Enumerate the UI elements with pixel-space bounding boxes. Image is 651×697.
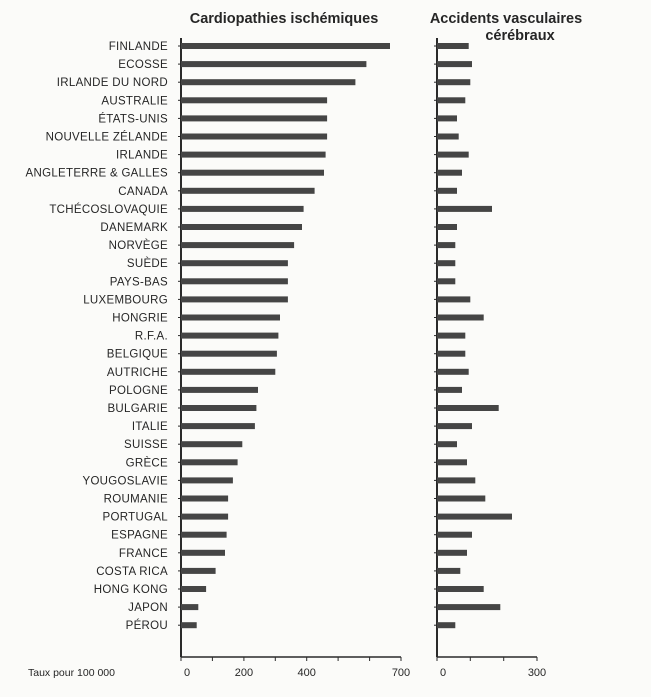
category-label: POLOGNE xyxy=(109,384,168,397)
bar xyxy=(181,278,288,284)
category-label: ITALIE xyxy=(131,421,168,434)
bar xyxy=(181,134,327,140)
category-label: LUXEMBOURG xyxy=(83,294,168,307)
bar xyxy=(437,387,462,393)
bar xyxy=(437,206,492,212)
bar xyxy=(437,514,512,520)
category-label: ROUMANIE xyxy=(103,493,168,506)
bar xyxy=(181,351,277,357)
bar xyxy=(181,315,280,321)
bar xyxy=(181,387,258,393)
bar xyxy=(181,622,197,628)
bar xyxy=(181,604,198,610)
bar xyxy=(437,423,472,429)
bar xyxy=(437,152,469,158)
bar xyxy=(181,586,206,592)
bar xyxy=(181,369,275,375)
bar xyxy=(437,97,465,103)
category-label: NORVÈGE xyxy=(108,240,168,253)
bar xyxy=(437,604,500,610)
bar xyxy=(181,568,216,574)
bar xyxy=(181,441,242,447)
bar xyxy=(437,134,459,140)
bar xyxy=(181,532,227,538)
bar xyxy=(181,477,233,483)
bar xyxy=(181,188,315,194)
bar xyxy=(181,115,327,121)
x-tick-label: 300 xyxy=(527,667,547,679)
category-label: CANADA xyxy=(118,185,168,198)
bar xyxy=(181,496,228,502)
chart-title-left: Cardiopathies ischémiques xyxy=(189,11,379,27)
category-labels xyxy=(26,41,169,632)
bar xyxy=(437,405,499,411)
bar xyxy=(437,496,485,502)
category-label: NOUVELLE ZÉLANDE xyxy=(45,131,168,144)
bar xyxy=(437,260,455,266)
category-label: ANGLETERRE & GALLES xyxy=(25,167,168,180)
category-label: BULGARIE xyxy=(107,403,168,415)
bar xyxy=(181,514,228,520)
chart-title-right-line1: Accidents vasculaires xyxy=(429,11,583,27)
chart-title-right-line2: cérébraux xyxy=(485,28,555,44)
bar xyxy=(437,568,460,574)
bar xyxy=(437,61,472,67)
category-label: FRANCE xyxy=(118,547,168,560)
bar xyxy=(181,550,225,556)
x-tick-label: 200 xyxy=(234,667,254,679)
category-label: ESPAGNE xyxy=(111,529,168,542)
bar xyxy=(437,79,470,85)
x-axis-label: Taux pour 100 000 xyxy=(28,667,115,679)
category-label: FINLANDE xyxy=(108,41,168,53)
bar xyxy=(181,43,390,49)
category-label: SUÈDE xyxy=(126,258,168,271)
panel-avc xyxy=(434,38,546,679)
x-tick-label: 700 xyxy=(391,667,411,679)
bar xyxy=(181,459,238,465)
category-label: ECOSSE xyxy=(118,59,168,72)
bar xyxy=(437,296,470,302)
category-label: TCHÉCOSLOVAQUIE xyxy=(49,203,168,216)
bar xyxy=(181,224,302,230)
bar xyxy=(437,188,457,194)
bar xyxy=(437,586,484,592)
bar xyxy=(437,477,475,483)
bar xyxy=(181,97,327,103)
category-label: PAYS-BAS xyxy=(109,276,168,289)
bar xyxy=(181,206,304,212)
category-label: YOUGOSLAVIE xyxy=(82,475,168,488)
bar xyxy=(181,152,326,158)
category-label: BELGIQUE xyxy=(106,348,168,361)
category-label: GRÈCE xyxy=(125,457,168,470)
bar xyxy=(437,622,455,628)
category-label: IRLANDE DU NORD xyxy=(56,77,168,90)
category-label: AUTRICHE xyxy=(106,366,168,379)
bar xyxy=(437,224,457,230)
bar xyxy=(437,278,455,284)
category-label: DANEMARK xyxy=(100,222,168,234)
bar xyxy=(437,170,462,176)
panel-cardiopathies xyxy=(178,38,410,679)
bar xyxy=(181,242,294,248)
category-label: PÉROU xyxy=(125,620,168,633)
category-label: R.F.A. xyxy=(134,330,168,343)
bar xyxy=(437,315,484,321)
x-tick-label: 400 xyxy=(297,667,316,679)
bar xyxy=(437,43,469,49)
category-label: IRLANDE xyxy=(116,149,168,162)
bar xyxy=(181,79,355,85)
category-label: ÉTATS-UNIS xyxy=(98,113,168,126)
bar xyxy=(437,351,465,357)
bar xyxy=(437,369,469,375)
category-label: COSTA RICA xyxy=(96,565,168,578)
bar xyxy=(437,532,472,538)
category-label: JAPON xyxy=(128,602,168,615)
category-label: SUISSE xyxy=(124,439,168,452)
bar xyxy=(181,296,288,302)
bar xyxy=(181,423,255,429)
bar xyxy=(181,170,324,176)
category-label: HONGRIE xyxy=(112,312,168,325)
category-label: HONG KONG xyxy=(93,584,168,596)
bar xyxy=(437,115,457,121)
bar xyxy=(181,260,288,266)
x-tick-label: 0 xyxy=(439,667,447,679)
bar xyxy=(181,405,256,411)
x-tick-label: 0 xyxy=(183,667,191,679)
bar xyxy=(437,333,465,339)
category-label: PORTUGAL xyxy=(102,511,168,524)
bar xyxy=(437,441,457,447)
bar xyxy=(181,61,366,67)
bar xyxy=(437,242,455,248)
category-label: AUSTRALIE xyxy=(101,95,168,108)
bar xyxy=(181,333,278,339)
bar xyxy=(437,550,467,556)
bar xyxy=(437,459,467,465)
